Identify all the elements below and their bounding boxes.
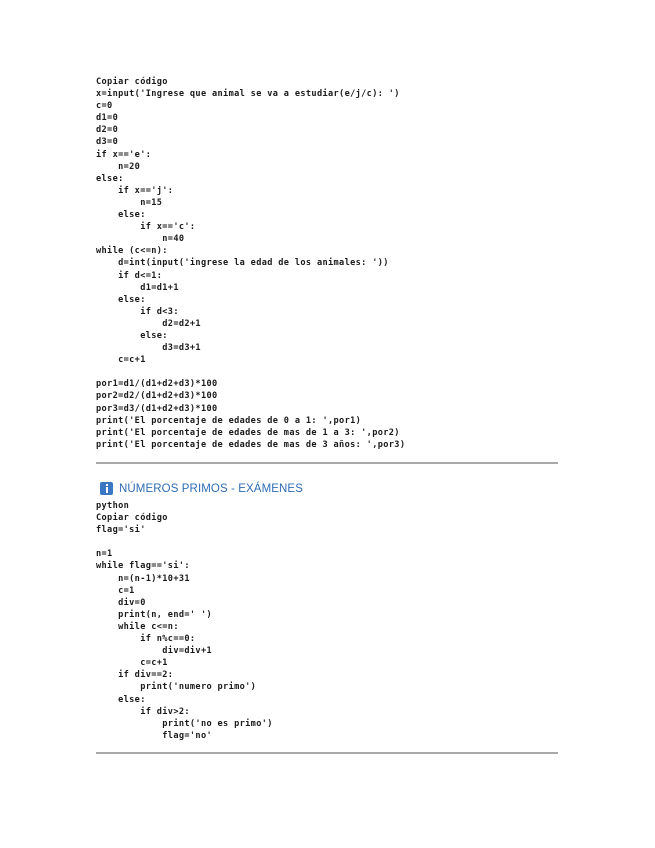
code-line: if x=='j':: [96, 185, 174, 196]
code-line: while c<=n:: [96, 621, 179, 632]
code-line: print('El porcentaje de edades de mas de 3 años: ',por3): [96, 439, 406, 450]
code-line: if x=='c':: [96, 222, 196, 233]
code-block-prime-numbers: [96, 500, 273, 742]
code-line: if div==2:: [96, 670, 174, 681]
code-line: c=c+1: [96, 355, 146, 366]
code-line: print('numero primo'): [96, 682, 257, 693]
code-line: python: [96, 501, 130, 511]
code-line: por2=d2/(d1+d2+d3)*100: [96, 391, 218, 402]
section-divider: [96, 752, 558, 754]
code-line: if div>2:: [96, 706, 190, 717]
section-heading-title: NÚMEROS PRIMOS - EXÁMENES: [119, 482, 303, 495]
code-line: Copiar código: [96, 513, 168, 524]
code-line: else:: [96, 294, 146, 305]
code-line: n=15: [96, 197, 163, 208]
code-line: while flag=='si':: [96, 561, 190, 572]
code-line: c=0: [96, 101, 113, 112]
code-line: d3=0: [96, 137, 119, 148]
code-line: div=div+1: [96, 646, 213, 657]
code-line: while (c<=n):: [96, 246, 168, 257]
code-line: print('El porcentaje de edades de mas de 1 a 3: ',por2): [96, 427, 400, 438]
code-line: n=(n-1)*10+31: [96, 573, 190, 584]
code-line: x=input('Ingrese que animal se va a estudiar(e/j/c): '): [96, 89, 400, 100]
code-line: [96, 536, 273, 548]
code-line: print('El porcentaje de edades de 0 a 1: ',por1): [96, 415, 362, 426]
code-line: if d<=1:: [96, 270, 163, 281]
info-icon: [100, 482, 113, 495]
code-line: d=int(input('ingrese la edad de los animales: ')): [96, 258, 389, 269]
code-line: c=c+1: [96, 658, 168, 669]
code-line: if n%c==0:: [96, 634, 196, 645]
code-line: print('no es primo'): [96, 718, 273, 729]
code-line: else:: [96, 173, 124, 184]
code-line: flag='si': [96, 525, 146, 536]
code-line: else:: [96, 210, 146, 221]
code-line: n=40: [96, 234, 185, 245]
code-line: por3=d3/(d1+d2+d3)*100: [96, 403, 218, 414]
code-line: n=20: [96, 161, 141, 172]
code-line: d1=0: [96, 113, 119, 124]
code-line: c=1: [96, 585, 135, 596]
code-line: div=0: [96, 597, 146, 608]
code-line: d1=d1+1: [96, 282, 179, 293]
code-line: if d<3:: [96, 306, 179, 317]
code-line: n=1: [96, 549, 113, 560]
code-line: print(n, end=' '): [96, 609, 213, 620]
code-line: if x=='e':: [96, 149, 152, 160]
section-heading: [100, 482, 303, 495]
code-line: por1=d1/(d1+d2+d3)*100: [96, 379, 218, 390]
code-line: d2=d2+1: [96, 318, 201, 329]
code-line: Copiar código: [96, 77, 168, 87]
code-line: [96, 366, 405, 378]
code-line: d3=d3+1: [96, 343, 201, 354]
section-divider: [96, 462, 558, 464]
code-line: d2=0: [96, 125, 119, 136]
code-line: flag='no': [96, 730, 213, 741]
code-line: else:: [96, 330, 168, 341]
code-block-animal-ages: [96, 76, 405, 451]
code-line: else:: [96, 694, 146, 705]
